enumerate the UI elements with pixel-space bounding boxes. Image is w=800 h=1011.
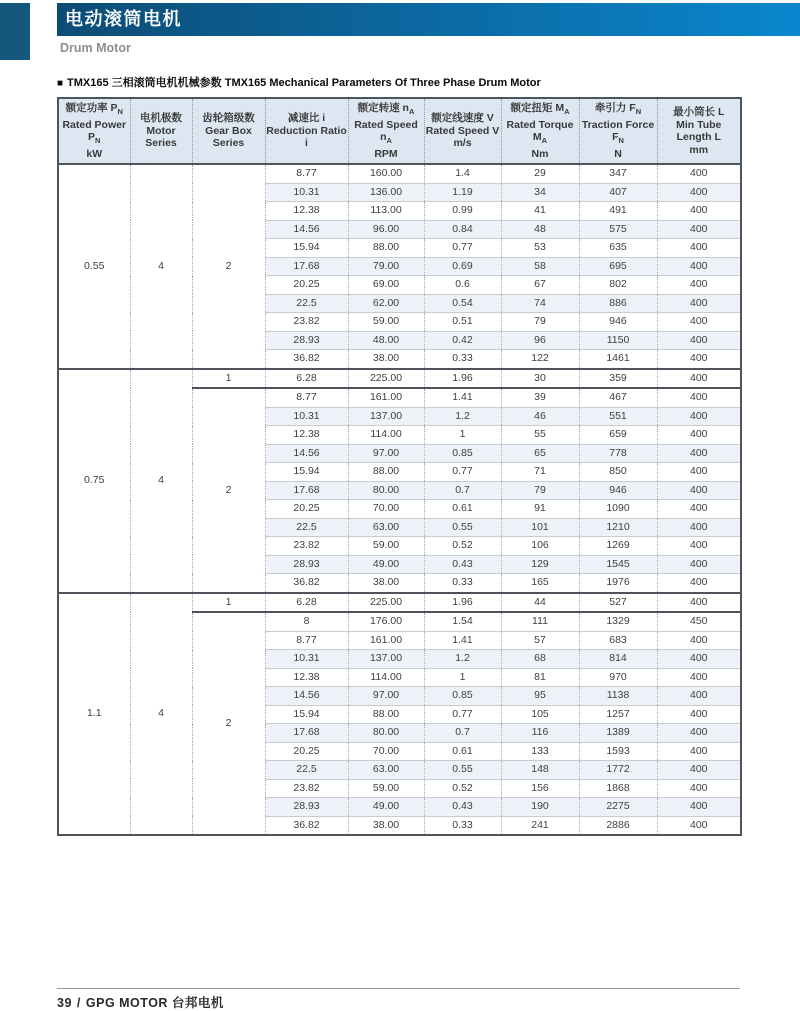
column-header-line-speed: 额定线速度 V Rated Speed V m/s <box>424 98 501 164</box>
speed-cell: 63.00 <box>348 518 424 537</box>
tube-length-cell: 400 <box>657 816 741 835</box>
ratio-cell: 8.77 <box>265 388 348 407</box>
torque-cell: 71 <box>501 463 579 482</box>
torque-cell: 67 <box>501 276 579 295</box>
speed-cell: 96.00 <box>348 220 424 239</box>
gearbox-cell: 2 <box>192 388 265 593</box>
tube-length-cell: 450 <box>657 612 741 631</box>
line-speed-cell: 0.7 <box>424 724 501 743</box>
table-row <box>58 369 741 389</box>
tube-length-cell: 400 <box>657 518 741 537</box>
speed-cell: 38.00 <box>348 574 424 593</box>
speed-cell: 79.00 <box>348 257 424 276</box>
torque-cell: 106 <box>501 537 579 556</box>
traction-cell: 1150 <box>579 331 657 350</box>
ratio-cell: 8 <box>265 612 348 631</box>
column-header-traction: 牵引力 $F_N$ Traction Force $F_N$ N <box>579 98 657 164</box>
traction-cell: 2275 <box>579 798 657 817</box>
ratio-cell: 20.25 <box>265 742 348 761</box>
tube-length-cell: 400 <box>657 294 741 313</box>
traction-cell: 1593 <box>579 742 657 761</box>
ratio-cell: 14.56 <box>265 444 348 463</box>
ratio-cell: 12.38 <box>265 668 348 687</box>
traction-cell: 695 <box>579 257 657 276</box>
torque-cell: 34 <box>501 183 579 202</box>
line-speed-cell: 0.33 <box>424 574 501 593</box>
traction-cell: 1257 <box>579 705 657 724</box>
traction-cell: 1329 <box>579 612 657 631</box>
line-speed-cell: 0.55 <box>424 761 501 780</box>
tube-length-cell: 400 <box>657 687 741 706</box>
line-speed-cell: 1.2 <box>424 650 501 669</box>
ratio-cell: 10.31 <box>265 407 348 426</box>
speed-cell: 62.00 <box>348 294 424 313</box>
line-speed-cell: 0.52 <box>424 537 501 556</box>
line-speed-cell: 0.85 <box>424 444 501 463</box>
speed-cell: 38.00 <box>348 350 424 369</box>
tube-length-cell: 400 <box>657 444 741 463</box>
power-cell: 1.1 <box>58 593 130 836</box>
traction-cell: 1868 <box>579 779 657 798</box>
line-speed-cell: 0.84 <box>424 220 501 239</box>
ratio-cell: 15.94 <box>265 705 348 724</box>
tube-length-cell: 400 <box>657 183 741 202</box>
torque-cell: 156 <box>501 779 579 798</box>
line-speed-cell: 1.96 <box>424 593 501 613</box>
torque-cell: 105 <box>501 705 579 724</box>
torque-cell: 79 <box>501 313 579 332</box>
torque-cell: 133 <box>501 742 579 761</box>
speed-cell: 69.00 <box>348 276 424 295</box>
tube-length-cell: 400 <box>657 331 741 350</box>
speed-cell: 88.00 <box>348 463 424 482</box>
ratio-cell: 8.77 <box>265 631 348 650</box>
ratio-cell: 12.38 <box>265 426 348 445</box>
ratio-cell: 20.25 <box>265 500 348 519</box>
power-cell: 0.75 <box>58 369 130 593</box>
torque-cell: 101 <box>501 518 579 537</box>
speed-cell: 48.00 <box>348 331 424 350</box>
ratio-cell: 17.68 <box>265 481 348 500</box>
traction-cell: 1772 <box>579 761 657 780</box>
ratio-cell: 14.56 <box>265 220 348 239</box>
speed-cell: 70.00 <box>348 742 424 761</box>
ratio-cell: 6.28 <box>265 593 348 613</box>
column-header-gear-box: 齿轮箱级数 Gear Box Series <box>192 98 265 164</box>
line-speed-cell: 1.4 <box>424 164 501 183</box>
speed-cell: 80.00 <box>348 481 424 500</box>
speed-cell: 225.00 <box>348 593 424 613</box>
traction-cell: 575 <box>579 220 657 239</box>
speed-cell: 225.00 <box>348 369 424 389</box>
tube-length-cell: 400 <box>657 388 741 407</box>
traction-cell: 970 <box>579 668 657 687</box>
torque-cell: 58 <box>501 257 579 276</box>
torque-cell: 91 <box>501 500 579 519</box>
line-speed-cell: 1.41 <box>424 388 501 407</box>
speed-cell: 114.00 <box>348 668 424 687</box>
ratio-cell: 23.82 <box>265 537 348 556</box>
line-speed-cell: 0.33 <box>424 816 501 835</box>
speed-cell: 113.00 <box>348 202 424 221</box>
torque-cell: 46 <box>501 407 579 426</box>
speed-cell: 114.00 <box>348 426 424 445</box>
footer-rule <box>57 988 740 989</box>
column-header-torque: 额定扭矩 $M_A$ Rated Torque $M_A$ Nm <box>501 98 579 164</box>
traction-cell: 635 <box>579 239 657 258</box>
torque-cell: 241 <box>501 816 579 835</box>
banner-title: 电动滚筒电机 <box>65 9 182 29</box>
gearbox-cell: 1 <box>192 369 265 389</box>
traction-cell: 491 <box>579 202 657 221</box>
tube-length-cell: 400 <box>657 779 741 798</box>
traction-cell: 1389 <box>579 724 657 743</box>
traction-cell: 1545 <box>579 555 657 574</box>
tube-length-cell: 400 <box>657 593 741 613</box>
speed-cell: 49.00 <box>348 798 424 817</box>
torque-cell: 74 <box>501 294 579 313</box>
speed-cell: 137.00 <box>348 407 424 426</box>
tube-length-cell: 400 <box>657 276 741 295</box>
square-bullet-icon: ■ <box>57 78 64 89</box>
column-header-power: 额定功率 $P_N$ Rated Power $P_N$ kW <box>58 98 130 164</box>
traction-cell: 886 <box>579 294 657 313</box>
speed-cell: 59.00 <box>348 537 424 556</box>
line-speed-cell: 0.55 <box>424 518 501 537</box>
line-speed-cell: 0.54 <box>424 294 501 313</box>
line-speed-cell: 0.42 <box>424 331 501 350</box>
ratio-cell: 28.93 <box>265 555 348 574</box>
column-header-speed: 额定转速 $n_A$ Rated Speed $n_A$ RPM <box>348 98 424 164</box>
line-speed-cell: 0.6 <box>424 276 501 295</box>
line-speed-cell: 0.61 <box>424 742 501 761</box>
torque-cell: 53 <box>501 239 579 258</box>
tube-length-cell: 400 <box>657 481 741 500</box>
tube-length-cell: 400 <box>657 369 741 389</box>
ratio-cell: 36.82 <box>265 574 348 593</box>
traction-cell: 1090 <box>579 500 657 519</box>
torque-cell: 65 <box>501 444 579 463</box>
traction-cell: 2886 <box>579 816 657 835</box>
tube-length-cell: 400 <box>657 724 741 743</box>
tube-length-cell: 400 <box>657 650 741 669</box>
line-speed-cell: 1 <box>424 426 501 445</box>
traction-cell: 778 <box>579 444 657 463</box>
torque-cell: 39 <box>501 388 579 407</box>
tube-length-cell: 400 <box>657 164 741 183</box>
line-speed-cell: 0.7 <box>424 481 501 500</box>
traction-cell: 467 <box>579 388 657 407</box>
speed-cell: 88.00 <box>348 705 424 724</box>
torque-cell: 81 <box>501 668 579 687</box>
traction-cell: 551 <box>579 407 657 426</box>
line-speed-cell: 1.2 <box>424 407 501 426</box>
gearbox-cell: 2 <box>192 612 265 835</box>
line-speed-cell: 0.99 <box>424 202 501 221</box>
ratio-cell: 12.38 <box>265 202 348 221</box>
column-header-tube-length: 最小筒长 L Min Tube Length L mm <box>657 98 741 164</box>
line-speed-cell: 0.51 <box>424 313 501 332</box>
page-banner <box>57 3 800 36</box>
line-speed-cell: 0.52 <box>424 779 501 798</box>
ratio-cell: 15.94 <box>265 239 348 258</box>
speed-cell: 63.00 <box>348 761 424 780</box>
torque-cell: 95 <box>501 687 579 706</box>
traction-cell: 946 <box>579 481 657 500</box>
ratio-cell: 17.68 <box>265 257 348 276</box>
torque-cell: 96 <box>501 331 579 350</box>
ratio-cell: 22.5 <box>265 518 348 537</box>
tube-length-cell: 400 <box>657 313 741 332</box>
line-speed-cell: 1.54 <box>424 612 501 631</box>
traction-cell: 407 <box>579 183 657 202</box>
speed-cell: 161.00 <box>348 388 424 407</box>
line-speed-cell: 0.85 <box>424 687 501 706</box>
table-row <box>58 593 741 613</box>
speed-cell: 59.00 <box>348 779 424 798</box>
ratio-cell: 20.25 <box>265 276 348 295</box>
ratio-cell: 10.31 <box>265 183 348 202</box>
line-speed-cell: 0.77 <box>424 239 501 258</box>
ratio-cell: 23.82 <box>265 313 348 332</box>
tube-length-cell: 400 <box>657 537 741 556</box>
torque-cell: 48 <box>501 220 579 239</box>
ratio-cell: 17.68 <box>265 724 348 743</box>
torque-cell: 122 <box>501 350 579 369</box>
line-speed-cell: 0.69 <box>424 257 501 276</box>
speed-cell: 80.00 <box>348 724 424 743</box>
torque-cell: 41 <box>501 202 579 221</box>
speed-cell: 97.00 <box>348 687 424 706</box>
footer-brand: GPG MOTOR 台邦电机 <box>85 996 224 1010</box>
tube-length-cell: 400 <box>657 761 741 780</box>
column-header-motor-series: 电机极数 Motor Series <box>130 98 192 164</box>
line-speed-cell: 0.43 <box>424 555 501 574</box>
ratio-cell: 36.82 <box>265 350 348 369</box>
torque-cell: 68 <box>501 650 579 669</box>
torque-cell: 111 <box>501 612 579 631</box>
torque-cell: 190 <box>501 798 579 817</box>
spec-table <box>57 97 742 836</box>
line-speed-cell: 1.41 <box>424 631 501 650</box>
ratio-cell: 14.56 <box>265 687 348 706</box>
tube-length-cell: 400 <box>657 631 741 650</box>
spec-table-wrapper <box>57 97 742 836</box>
traction-cell: 359 <box>579 369 657 389</box>
page-number: 39 <box>57 996 72 1010</box>
line-speed-cell: 1 <box>424 668 501 687</box>
torque-cell: 57 <box>501 631 579 650</box>
line-speed-cell: 0.77 <box>424 705 501 724</box>
speed-cell: 88.00 <box>348 239 424 258</box>
speed-cell: 59.00 <box>348 313 424 332</box>
footer-separator: / <box>76 996 81 1010</box>
table-title <box>57 74 541 90</box>
page-footer <box>57 993 224 1011</box>
tube-length-cell: 400 <box>657 239 741 258</box>
traction-cell: 946 <box>579 313 657 332</box>
line-speed-cell: 0.43 <box>424 798 501 817</box>
power-cell: 0.55 <box>58 164 130 369</box>
speed-cell: 176.00 <box>348 612 424 631</box>
line-speed-cell: 0.33 <box>424 350 501 369</box>
speed-cell: 160.00 <box>348 164 424 183</box>
torque-cell: 55 <box>501 426 579 445</box>
traction-cell: 1976 <box>579 574 657 593</box>
ratio-cell: 23.82 <box>265 779 348 798</box>
ratio-cell: 28.93 <box>265 331 348 350</box>
gearbox-cell: 2 <box>192 164 265 369</box>
torque-cell: 79 <box>501 481 579 500</box>
speed-cell: 97.00 <box>348 444 424 463</box>
brand-accent-square <box>0 3 30 60</box>
tube-length-cell: 400 <box>657 742 741 761</box>
traction-cell: 347 <box>579 164 657 183</box>
torque-cell: 29 <box>501 164 579 183</box>
line-speed-cell: 0.61 <box>424 500 501 519</box>
ratio-cell: 36.82 <box>265 816 348 835</box>
tube-length-cell: 400 <box>657 668 741 687</box>
torque-cell: 30 <box>501 369 579 389</box>
tube-length-cell: 400 <box>657 555 741 574</box>
traction-cell: 1138 <box>579 687 657 706</box>
tube-length-cell: 400 <box>657 220 741 239</box>
motor-series-cell: 4 <box>130 164 192 369</box>
speed-cell: 137.00 <box>348 650 424 669</box>
traction-cell: 802 <box>579 276 657 295</box>
speed-cell: 136.00 <box>348 183 424 202</box>
speed-cell: 49.00 <box>348 555 424 574</box>
torque-cell: 44 <box>501 593 579 613</box>
traction-cell: 1461 <box>579 350 657 369</box>
column-header-ratio: 减速比 i Reduction Ratio i <box>265 98 348 164</box>
traction-cell: 1269 <box>579 537 657 556</box>
ratio-cell: 15.94 <box>265 463 348 482</box>
tube-length-cell: 400 <box>657 574 741 593</box>
tube-length-cell: 400 <box>657 350 741 369</box>
tube-length-cell: 400 <box>657 202 741 221</box>
tube-length-cell: 400 <box>657 798 741 817</box>
ratio-cell: 28.93 <box>265 798 348 817</box>
ratio-cell: 8.77 <box>265 164 348 183</box>
traction-cell: 527 <box>579 593 657 613</box>
traction-cell: 1210 <box>579 518 657 537</box>
ratio-cell: 6.28 <box>265 369 348 389</box>
table-title-text: TMX165 三相滚筒电机机械参数 TMX165 Mechanical Parameters Of Three Phase Drum Motor <box>67 77 541 89</box>
speed-cell: 161.00 <box>348 631 424 650</box>
line-speed-cell: 1.96 <box>424 369 501 389</box>
motor-series-cell: 4 <box>130 593 192 836</box>
traction-cell: 683 <box>579 631 657 650</box>
torque-cell: 116 <box>501 724 579 743</box>
speed-cell: 70.00 <box>348 500 424 519</box>
motor-series-cell: 4 <box>130 369 192 593</box>
traction-cell: 850 <box>579 463 657 482</box>
speed-cell: 38.00 <box>348 816 424 835</box>
gearbox-cell: 1 <box>192 593 265 613</box>
traction-cell: 659 <box>579 426 657 445</box>
tube-length-cell: 400 <box>657 407 741 426</box>
tube-length-cell: 400 <box>657 426 741 445</box>
ratio-cell: 22.5 <box>265 761 348 780</box>
torque-cell: 129 <box>501 555 579 574</box>
ratio-cell: 22.5 <box>265 294 348 313</box>
tube-length-cell: 400 <box>657 257 741 276</box>
ratio-cell: 10.31 <box>265 650 348 669</box>
banner-subtitle: Drum Motor <box>60 41 131 55</box>
tube-length-cell: 400 <box>657 705 741 724</box>
torque-cell: 165 <box>501 574 579 593</box>
line-speed-cell: 1.19 <box>424 183 501 202</box>
traction-cell: 814 <box>579 650 657 669</box>
tube-length-cell: 400 <box>657 463 741 482</box>
torque-cell: 148 <box>501 761 579 780</box>
line-speed-cell: 0.77 <box>424 463 501 482</box>
table-row <box>58 164 741 183</box>
tube-length-cell: 400 <box>657 500 741 519</box>
header-row <box>58 98 741 164</box>
